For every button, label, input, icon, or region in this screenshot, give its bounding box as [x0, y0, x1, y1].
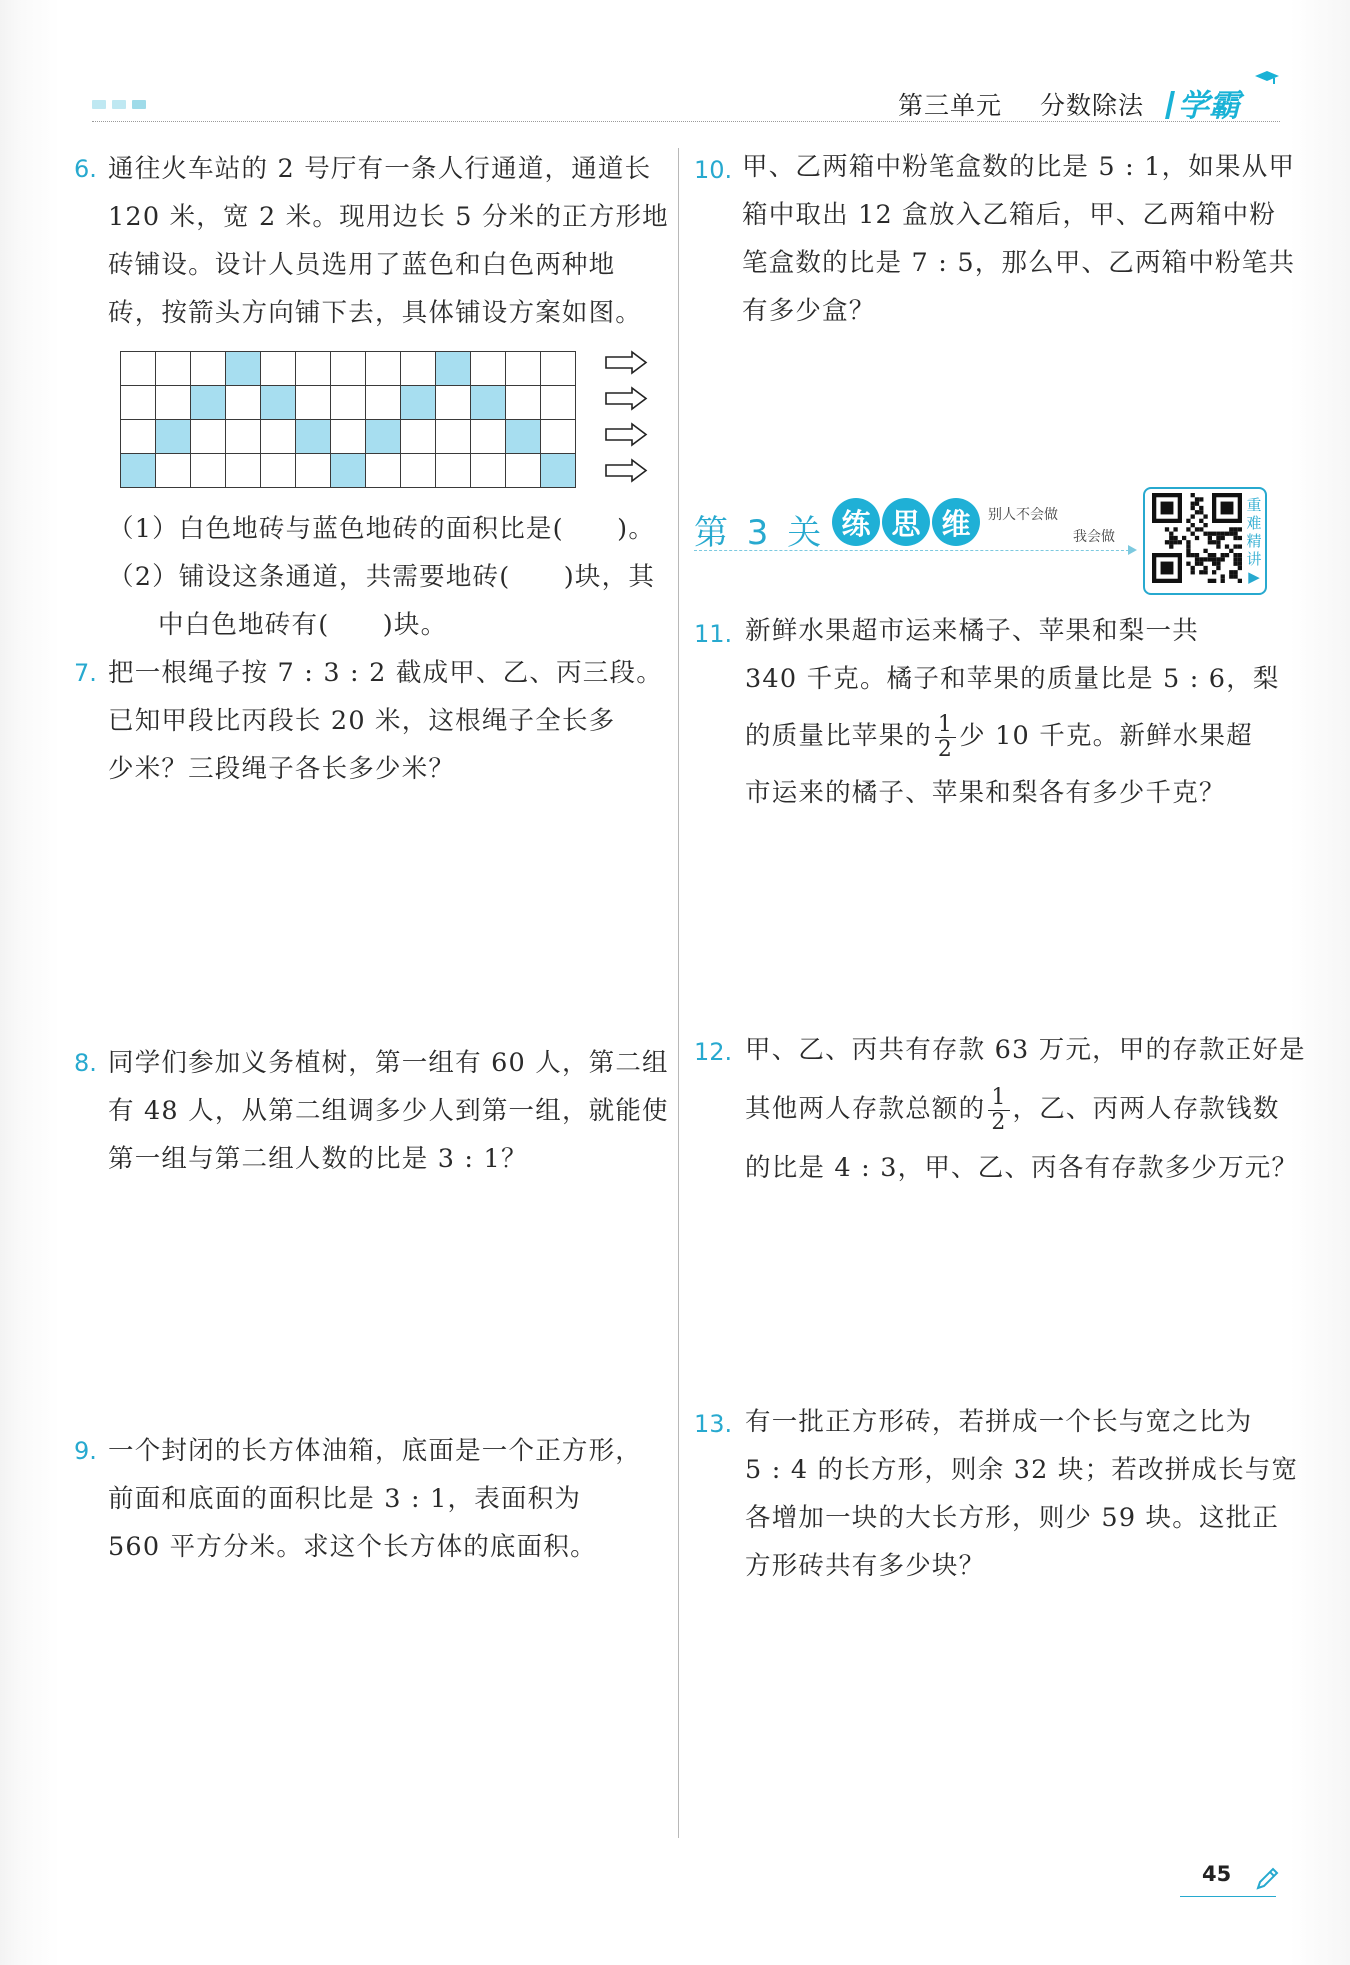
section-bubble: 练: [832, 498, 880, 546]
white-tile: [506, 454, 541, 488]
white-tile: [366, 454, 401, 488]
qr-side-label: [1245, 496, 1263, 586]
question-9-line: 前面和底面的面积比是 3 : 1，表面积为: [108, 1484, 582, 1514]
tile-layout-diagram: [120, 351, 576, 488]
question-13-line: 各增加一块的大长方形，则少 59 块。这批正: [745, 1503, 1280, 1533]
question-6: [108, 145, 669, 337]
direction-arrows: [604, 350, 648, 494]
white-tile: [261, 352, 296, 386]
header-logo: [1168, 80, 1240, 125]
play-icon: ▶: [1248, 568, 1260, 586]
question-8-line: 有 48 人，从第二组调多少人到第一组，就能使: [108, 1096, 669, 1126]
tile-row: [121, 352, 576, 386]
graduation-cap-icon: [1254, 70, 1280, 86]
question-10: [742, 143, 1295, 335]
question-12-line: 甲、乙、丙共有存款 63 万元，甲的存款正好是: [745, 1035, 1306, 1065]
blue-tile: [331, 454, 366, 488]
white-tile: [541, 352, 576, 386]
white-tile: [121, 352, 156, 386]
white-tile: [471, 352, 506, 386]
white-tile: [366, 352, 401, 386]
question-12-text: 其他两人存款总额的: [745, 1094, 986, 1124]
right-arrow-icon: [604, 458, 648, 483]
question-13-line: 5 : 4 的长方形，则余 32 块；若改拼成长与宽: [745, 1455, 1299, 1485]
white-tile: [401, 352, 436, 386]
white-tile: [331, 386, 366, 420]
qr-side-char: 重: [1246, 496, 1262, 514]
white-tile: [261, 454, 296, 488]
blue-tile: [226, 352, 261, 386]
question-9-number: 9.: [74, 1437, 97, 1465]
white-tile: [191, 420, 226, 454]
question-12-line: 的比是 4 : 3，甲、乙、丙各有存款多少万元？: [745, 1153, 1299, 1183]
blue-tile: [366, 420, 401, 454]
qr-code-icon[interactable]: [1152, 493, 1242, 583]
qr-side-char: 难: [1246, 514, 1262, 532]
right-arrow-icon: [604, 350, 648, 375]
fraction-numerator: 1: [935, 713, 956, 738]
section-bubbles: [832, 498, 980, 546]
qr-side-char: 讲: [1246, 550, 1262, 568]
question-6-sub2: （2）铺设这条通道，共需要地砖( )块，其: [108, 562, 656, 592]
question-8-number: 8.: [74, 1049, 97, 1077]
question-13-number: 13.: [694, 1410, 733, 1438]
question-13-line: 方形砖共有多少块？: [745, 1551, 986, 1581]
white-tile: [401, 454, 436, 488]
blue-tile: [471, 386, 506, 420]
question-11-number: 11.: [694, 620, 733, 648]
question-11-text: 少 10 千克。新鲜水果超: [959, 721, 1253, 751]
white-tile: [471, 420, 506, 454]
fraction-denominator: 2: [937, 736, 954, 762]
question-13-line: 有一批正方形砖，若拼成一个长与宽之比为: [745, 1407, 1253, 1437]
white-tile: [331, 420, 366, 454]
page-number: 45: [1202, 1862, 1232, 1886]
white-tile: [121, 386, 156, 420]
white-tile: [331, 352, 366, 386]
question-11: [745, 607, 1280, 817]
question-7-line: 少米？三段绳子各长多少米？: [108, 754, 456, 784]
white-tile: [401, 420, 436, 454]
white-tile: [506, 352, 541, 386]
question-8-line: 第一组与第二组人数的比是 3 : 1？: [108, 1144, 528, 1174]
pencil-icon: [1254, 1866, 1280, 1892]
header-logo-text: 学霸: [1178, 88, 1240, 124]
question-9-line: 560 平方分米。求这个长方体的底面积。: [108, 1532, 597, 1562]
white-tile: [226, 386, 261, 420]
white-tile: [506, 386, 541, 420]
tile-row: [121, 454, 576, 488]
white-tile: [436, 420, 471, 454]
question-10-line: 笔盒数的比是 7 : 5，那么甲、乙两箱中粉笔共: [742, 248, 1296, 278]
question-10-line: 有多少盒？: [742, 296, 876, 326]
white-tile: [436, 386, 471, 420]
white-tile: [156, 454, 191, 488]
question-12-number: 12.: [694, 1038, 733, 1066]
question-11-line: 新鲜水果超市运来橘子、苹果和梨一共: [745, 616, 1199, 646]
tile-row: [121, 420, 576, 454]
header-topic: 分数除法: [1040, 91, 1145, 120]
white-tile: [156, 352, 191, 386]
question-11-line: 市运来的橘子、苹果和梨各有多少千克？: [745, 778, 1226, 808]
section-note-me: 我会做: [1073, 529, 1115, 545]
section-dashed-line: [694, 550, 1134, 551]
question-10-line: 甲、乙两箱中粉笔盒数的比是 5 : 1，如果从甲: [742, 152, 1296, 182]
fraction-numerator: 1: [988, 1086, 1009, 1111]
question-10-number: 10.: [694, 156, 733, 184]
section-note-others: 别人不会做: [988, 507, 1058, 523]
white-tile: [541, 386, 576, 420]
fraction-one-half: [935, 713, 956, 762]
column-divider: [678, 148, 679, 1838]
question-10-line: 箱中取出 12 盒放入乙箱后，甲、乙两箱中粉: [742, 200, 1277, 230]
blue-tile: [436, 352, 471, 386]
question-6-sub1: （1）白色地砖与蓝色地砖的面积比是( )。: [108, 514, 656, 544]
question-7-number: 7.: [74, 659, 97, 687]
question-6-line: 通往火车站的 2 号厅有一条人行通道，通道长: [108, 154, 652, 184]
fraction-denominator: 2: [991, 1109, 1007, 1135]
blue-tile: [121, 454, 156, 488]
white-tile: [296, 454, 331, 488]
question-6-sub2-cont: 中白色地砖有( )块。: [158, 610, 448, 640]
white-tile: [436, 454, 471, 488]
white-tile: [156, 386, 191, 420]
section-bubble: 思: [882, 498, 930, 546]
white-tile: [191, 454, 226, 488]
blue-tile: [156, 420, 191, 454]
question-12: [745, 1026, 1306, 1192]
white-tile: [191, 352, 226, 386]
question-6-line: 砖铺设。设计人员选用了蓝色和白色两种地: [108, 250, 616, 280]
white-tile: [226, 454, 261, 488]
white-tile: [121, 420, 156, 454]
header-decoration: [92, 100, 146, 109]
blue-tile: [541, 454, 576, 488]
question-11-line-frac: [745, 703, 1280, 769]
qr-side-char: 精: [1246, 532, 1262, 550]
section-arrowhead: [1128, 545, 1137, 555]
white-tile: [296, 352, 331, 386]
blue-tile: [296, 420, 331, 454]
right-arrow-icon: [604, 386, 648, 411]
question-9-line: 一个封闭的长方体油箱，底面是一个正方形，: [108, 1436, 643, 1466]
fraction-one-half: [988, 1086, 1009, 1135]
section-title: 第 3 关: [694, 513, 826, 553]
white-tile: [471, 454, 506, 488]
question-7: [108, 649, 663, 793]
question-8-line: 同学们参加义务植树，第一组有 60 人，第二组: [108, 1048, 669, 1078]
white-tile: [296, 386, 331, 420]
blue-tile: [401, 386, 436, 420]
question-7-line: 把一根绳子按 7 : 3 : 2 截成甲、乙、丙三段。: [108, 658, 663, 688]
blue-tile: [261, 386, 296, 420]
white-tile: [541, 420, 576, 454]
question-13: [745, 1398, 1298, 1590]
question-9: [108, 1427, 642, 1571]
question-6-line: 120 米，宽 2 米。现用边长 5 分米的正方形地: [108, 202, 669, 232]
header-unit: 第三单元: [898, 91, 1003, 120]
white-tile: [366, 386, 401, 420]
section-bubble: 维: [932, 498, 980, 546]
question-6-subparts: [108, 505, 655, 649]
question-6-number: 6.: [74, 155, 97, 183]
question-12-line-frac: [745, 1074, 1306, 1144]
white-tile: [261, 420, 296, 454]
tile-row: [121, 386, 576, 420]
question-11-text: 的质量比苹果的: [745, 721, 932, 751]
white-tile: [226, 420, 261, 454]
blue-tile: [506, 420, 541, 454]
right-arrow-icon: [604, 422, 648, 447]
question-6-line: 砖，按箭头方向铺下去，具体铺设方案如图。: [108, 298, 643, 328]
question-11-line: 340 千克。橘子和苹果的质量比是 5 : 6，梨: [745, 664, 1280, 694]
question-12-text: ，乙、丙两人存款钱数: [1012, 1094, 1280, 1124]
question-8: [108, 1039, 669, 1183]
page-number-rule: [1180, 1896, 1276, 1897]
question-7-line: 已知甲段比丙段长 20 米，这根绳子全长多: [108, 706, 616, 736]
blue-tile: [191, 386, 226, 420]
